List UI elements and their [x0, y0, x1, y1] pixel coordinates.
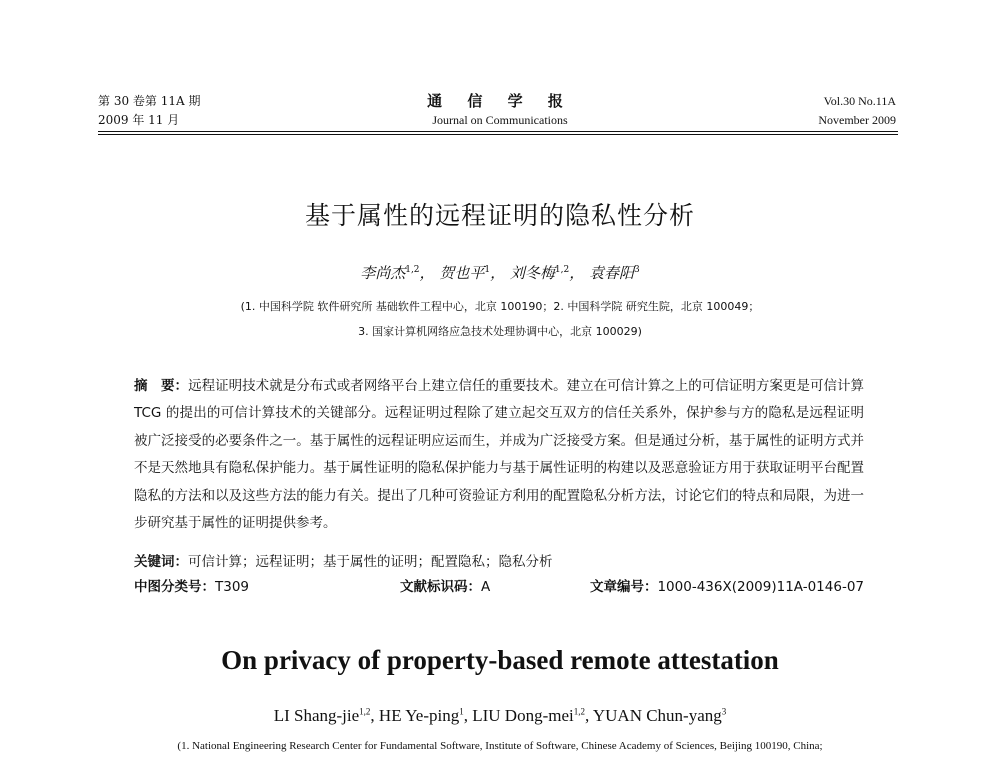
journal-name-cn: 通 信 学 报 — [427, 92, 573, 110]
header-rule-thin — [98, 134, 898, 135]
author-en: LI Shang-jie$^{1,2}$, — [273, 706, 379, 725]
title-en: On privacy of property-based remote attestation — [221, 645, 779, 675]
clc-number: 中图分类号：T309 — [134, 579, 250, 595]
affiliation-cn-line2: 3. 国家计算机网络应急技术处理协调中心，北京 100029) — [358, 325, 642, 338]
title-cn: 基于属性的远程证明的隐私性分析 — [304, 201, 695, 230]
header-date-cn: 2009 年 11 月 — [98, 113, 180, 127]
header-rule-thick — [98, 131, 898, 132]
author-cn: 李尚杰$^{1,2}$， — [360, 264, 435, 282]
author-en: HE Ye-ping$^1$, — [378, 706, 473, 725]
abstract-text: 远程证明技术就是分布式或者网络平台上建立信任的重要技术。建立在可信计算之上的可信证明方案更是可信计算 TCG 的提出的可信计算技术的关键部分。远程证明过程除了建立起交互双方的信任关系外，保护参与方的隐私是远程证明被广泛接受的必要条件之一。基于属性的远程证明应运而生，并成为广泛接受方案。但是通过分析，基于属性的证明方式并不是天然地具有隐私保护能力。基于属性证明的隐私保护能力与基于属性证明的构建以及恶意验证方用于获取证明平台配置隐私的方法和以及这些方法的能力有关。提出了几种可资验证方利用的配置隐私分析方法，讨论它们的特点和局限，为进一步研究基于属性的证明提供参考。 — [134, 378, 865, 532]
journal-name-en: Journal on Communications — [432, 113, 568, 127]
header-volume: 第 30 卷第 11A 期 — [98, 94, 201, 108]
author-cn: 刘冬梅$^{1,2}$， — [509, 264, 585, 282]
header-volume-number: Vol.30 No.11A — [823, 94, 896, 108]
keywords-label: 关键词： — [134, 554, 188, 570]
authors-cn — [0, 262, 1000, 283]
document-code: 文献标识码：A — [400, 579, 491, 595]
header-volume-en — [818, 92, 896, 130]
author-cn: 贺也平$^1$， — [439, 264, 506, 282]
article-number: 文章编号：1000-436X(2009)11A-0146-07 — [589, 579, 864, 595]
header-date-en: November 2009 — [818, 113, 896, 127]
classification-row — [134, 575, 864, 597]
keywords-cn — [134, 550, 864, 570]
affiliation-en-line1: (1. National Engineering Research Center for Fundamental Software, Institute of Software, Chinese Academy of Sciences, Beijing 100190, China; — [177, 740, 823, 752]
authors-en — [0, 706, 1000, 726]
keywords-text: 可信计算；远程证明；基于属性的证明；配置隐私；隐私分析 — [188, 554, 553, 570]
author-en: LIU Dong-mei$^{1,2}$, — [472, 706, 593, 725]
affiliation-cn-line1: (1. 中国科学院 软件研究所 基础软件工程中心，北京 100190；2. 中国科学院 研究生院，北京 100049； — [240, 300, 760, 313]
author-cn: 袁春阳$^3$ — [589, 264, 640, 282]
abstract-label: 摘 要： — [134, 378, 189, 394]
author-en: YUAN Chun-yang$^3$ — [592, 706, 727, 725]
abstract-cn — [134, 373, 864, 537]
